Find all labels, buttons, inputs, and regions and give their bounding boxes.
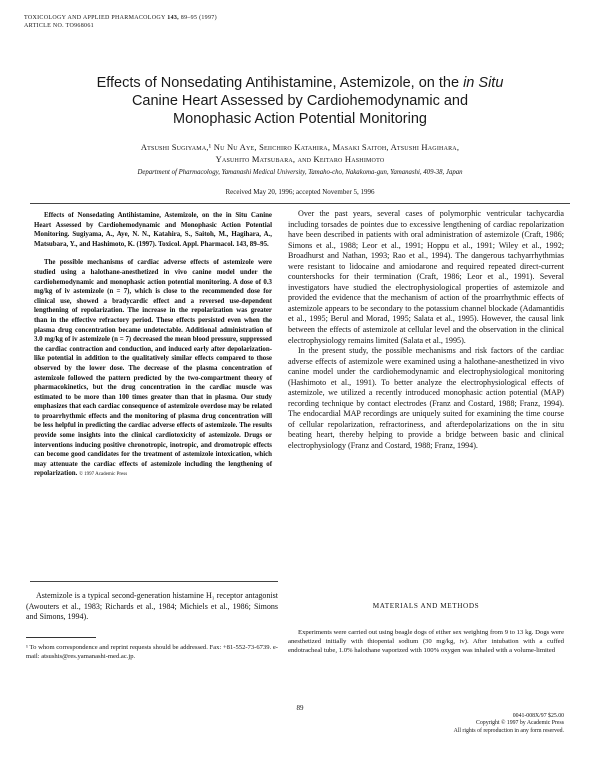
article-title <box>30 74 570 128</box>
copyright-line: Copyright © 1997 by Academic Press <box>476 720 564 727</box>
abstract-body <box>34 258 272 480</box>
footnote-rule <box>26 637 96 638</box>
received-date: Received May 20, 1996; accepted November 5, 1996 <box>225 188 375 196</box>
abstract <box>34 211 272 489</box>
authors-line-1: Atsushi Sugiyama,¹ Nu Nu Aye, Seiichiro Katahira, Masaki Saitoh, Atsushi Hagihara, <box>140 142 460 152</box>
running-header <box>24 14 217 22</box>
abstract-copyright: © 1997 Academic Press <box>79 472 128 478</box>
rights-line: All rights of reproduction in any form reserved. <box>453 727 564 734</box>
issn-price: 0041-008X/97 $25.00 <box>512 713 564 719</box>
footnote: ¹ To whom correspondence and reprint requests should be addressed. Fax: +81-552-73-6739. e-mail: atsushis@res.yamanashi-med.ac.jp. <box>26 644 278 660</box>
title-italic: in Situ <box>463 75 504 91</box>
title-line-3: Monophasic Action Potential Monitoring <box>173 111 427 127</box>
intro-left <box>26 591 278 623</box>
article-number: ARTICLE NO. TO968061 <box>24 23 94 29</box>
divider <box>30 203 570 204</box>
pages-year: 89–95 (1997) <box>180 15 217 21</box>
methods-paragraph: Experiments were carried out using beagle dogs of either sex weighing from 9 to 13 kg. Dogs were anesthetized initially with thiopental sodium (30 mg/kg, iv). After intubation with a cuffed endotracheal tube, 1.0% halothane vaporized with 100% oxygen was inhaled with a volume-limited <box>288 629 564 655</box>
intro-right <box>288 209 564 452</box>
affiliation: Department of Pharmacology, Yamanashi Medical University, Tamaho-cho, Nakakoma-gun, Yamanashi, 409-38, Japan <box>137 169 463 176</box>
volume: 143, <box>167 15 179 21</box>
title-line-1: Effects of Nonsedating Antihistamine, Astemizole, on the <box>96 75 464 91</box>
abstract-text: The possible mechanisms of cardiac adverse effects of astemizole were studied using a halothane-anesthetized in vivo canine model under the cardiohemodynamic and monophasic action potential monitoring. A dose of 0.3 mg/kg of iv astemizole (n = 7), which is close to the recommended dose for clinical use, showed a bradycardic effect and a reversed use-dependent lengthening of repolarization. The increase in the repolarization was greater than in the effective refractory period. These effects persisted even when the plasma drug concentration became undetectable. Additional administration of 3.0 mg/kg of iv astemizole (n = 7) decreased the mean blood pressure, suppressed the cardiac contraction and conduction, and induced early after depolarization-like potential in addition to the qualitatively similar effects compared to those observed by the lower dose. The decrease of the plasma concentration of astemizole followed the pattern predicted by the two-compartment theory of pharmacokinetics, but the drug concentration in the cardiac muscle was estimated to be more than 100 times greater than that in plasma. Our study emphasizes that each cardiac consequence of astemizole overdose may be related to proarrhythmic effects and the monitoring of plasma drug concentration will be less helpful in predicting the cardiac adverse effects of astemizole. The results provide some insights into the clinical cardiotoxicity of astemizole. Drugs or interventions inducing positive chronotropic, inotropic, and dromotropic effects can become good candidates for the treatment of astemizole intoxication, which may attenuate the cardiac effects of astemizole including the lengthening of repolarization. <box>34 259 272 478</box>
journal-name: TOXICOLOGY AND APPLIED PHARMACOLOGY <box>24 15 166 21</box>
intro-paragraph-1: Over the past years, several cases of polymorphic ventricular tachycardia including torsades de pointes due to excessive lengthening of cardiac repolarization have been described in patients with oral administration of astemizole (Craft, 1986; Simons et al., 1988; Leor et al., 1991; Hoppu et al., 1991; Wiley et al., 1992; Broadhurst and Nathan, 1993; Rao et al., 1994). The dangerous tachyarrhythmias were resistant to lidocaine and amiodarone and required repeated direct-current countershocks for their termination (Craft, 1986; Leor et al., 1991). Several investigators have studied the electrophysiological properties of astemizole and provided the evidence that the mechanism of action of the proarrhythmic effects of astemizole appears to be secondary to the potassium channel blockade (Adamantidis et al., 1995; Berul and Morad, 1995; Salata et al., 1995). However, the causal link between the effects of astemizole at cellular level and the observation in the clinical electrophysiology remains limited (Salata et al., 1995). <box>288 209 564 345</box>
intro-left-paragraph: Astemizole is a typical second-generation histamine H₁ receptor antagonist (Awouters et al., 1983; Richards et al., 1984; Michiels et al., 1986; Simons and Simons, 1994). <box>26 591 278 622</box>
title-line-2: Canine Heart Assessed by Cardiohemodynamic and <box>131 93 469 109</box>
authors-line-2: Yasuhito Matsubara, and Keitaro Hashimoto <box>215 154 385 164</box>
methods <box>288 628 564 655</box>
copyright-block <box>380 713 564 735</box>
author-list <box>60 141 540 165</box>
section-heading: MATERIALS AND METHODS <box>372 602 480 610</box>
abstract-citation: Effects of Nonsedating Antihistamine, Astemizole, on the in Situ Canine Heart Assessed by Cardiohemodynamic and Monophasic Action Potential Monitoring. Sugiyama, A., Aye, N. N., Katahira, S., Saitoh, M., Hagihara, A., Matsubara, Y., and Hashimoto, K. (1997). Toxicol. Appl. Pharmacol. 143, 89–95. <box>34 212 272 248</box>
intro-paragraph-2: In the present study, the possible mechanisms and risk factors of the cardiac adverse effects of astemizole were examined using a halothane-anesthetized in vivo canine model under the cardiohemodynamic and electrophysiological monitoring (Hashimoto et al., 1991). To better analyze the electrophysiological effects of astemizole, we utilized a recently introduced monophasic action potential (MAP) recording technique by contact electrodes (Franz and Costard, 1988; Franz, 1994). The endocardial MAP recordings are uniquely suited for examining the time course of cellular repolarization, refractoriness, and afterdepolarizations on the in situ beating heart, thereby helping to provide a bridge between basic and clinical electrophysiology (Franz and Costard, 1988; Franz, 1994). <box>288 346 564 451</box>
abstract-divider <box>30 581 278 582</box>
page-number: 89 <box>296 704 304 712</box>
